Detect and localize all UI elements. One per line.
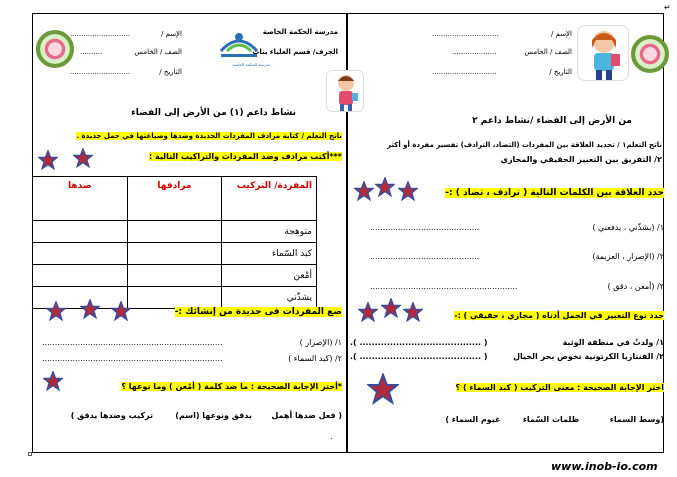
table-cell-synonym[interactable]: [127, 287, 222, 309]
star-icon: [354, 181, 374, 201]
left-date-field: ........................... التاريخ /: [70, 68, 182, 76]
choice-option[interactable]: غيوم السماء ): [445, 415, 501, 424]
right-relation-prompt: حدد العلاقة بين الكلمات التالية ( ترادف ، تضاد ) :-: [445, 188, 664, 198]
left-class-field: .......... الصف / الخامس: [80, 48, 182, 56]
vocab-table: [32, 176, 317, 309]
left-sentence-item[interactable]: ....................................................................... ٢/ (كبد السماء ): [42, 354, 342, 363]
table-row: [33, 243, 317, 265]
choice-option[interactable]: ظلمات السّماء: [522, 415, 580, 424]
school-logo-caption: مدرسة الحكمة الخاصة: [232, 62, 270, 67]
right-relation-item[interactable]: .......................................................... ٣/ (أمعن ، دقق ): [370, 282, 664, 291]
star-icon: [111, 301, 131, 321]
left-activity-title: نشاط داعم (١) من الأرض إلى الفضاء: [131, 108, 296, 118]
paragraph-mark-icon: ↵: [664, 3, 671, 12]
school-seal-logo-right: [631, 35, 669, 73]
table-cell-antonym[interactable]: [33, 243, 128, 265]
table-row: [33, 221, 317, 243]
table-cell-word: يشذّني: [222, 287, 317, 309]
table-cell-synonym[interactable]: [127, 243, 222, 265]
choice-option[interactable]: (وسط السماء: [609, 415, 664, 424]
right-meaning-prompt: اختر الإجابة الصحيحة : معنى التركيب ( كبد السماء ) ؟: [455, 383, 664, 392]
table-cell-synonym[interactable]: [127, 265, 222, 287]
student-illustration-large: [577, 25, 629, 81]
footer-url: www.inob-io.com: [551, 460, 658, 473]
left-choice-prompt: *أختر الإجابة الصحيحة : ما ضد كلمة ( أمْعن ) وما نوعها ؟: [121, 382, 342, 391]
table-header-row: [33, 177, 317, 221]
star-icon: [38, 150, 58, 170]
left-bottom-dot: .: [330, 432, 333, 441]
left-name-field: ........................... الإسم /: [70, 30, 182, 38]
right-date-field: ............................. التاريخ /: [432, 68, 572, 76]
left-table-instruction: ***أكتب مرادف وضد المفردات والتراكيب التالية :: [149, 152, 342, 161]
star-icon: [375, 177, 395, 197]
left-choices-row: [36, 411, 342, 420]
star-icon: [43, 371, 63, 391]
choice-option[interactable]: ( فعل ضدها أهمل: [271, 411, 342, 420]
student-illustration-small: [326, 70, 364, 112]
table-cell-synonym[interactable]: [127, 221, 222, 243]
right-learning-outcome: ناتج التعلم١ / تحديد العلاقة بين المفردات (التضاد، الترادف) تفسير مفردة أو أكثر: [387, 141, 662, 149]
left-learning-outcome: ناتج التعلم / كتابة مرادف المفردات الجديدة وضدها وصياغتها في جمل جديدة .: [76, 132, 342, 140]
right-class-field: .................... الصف / الخامس: [452, 48, 572, 56]
left-sentence-item[interactable]: ....................................................................... ١/ (الإصرار ): [42, 338, 342, 347]
table-cell-word: أمْعن: [222, 265, 317, 287]
star-icon: [80, 299, 100, 319]
table-header-antonym: ضدها: [33, 177, 128, 221]
star-icon: [367, 373, 399, 405]
table-cell-antonym[interactable]: [33, 265, 128, 287]
right-meaning-choices: [410, 415, 664, 424]
choice-option[interactable]: تركيب وضدها يدقق ): [70, 411, 154, 420]
right-name-field: .............................. الإسم /: [432, 30, 572, 38]
department-label: الجرف/ قسم العلياء بنات: [252, 48, 338, 56]
star-icon: [358, 302, 378, 322]
right-relation-item[interactable]: ........................................... ١/ (يشذّني ، يدفعني ): [370, 223, 664, 232]
school-seal-logo-left: [36, 30, 74, 68]
right-learning-outcome-2: ٢/ التفريق بين التعبير الحقيقي والمجازي: [500, 155, 662, 164]
star-icon: [46, 301, 66, 321]
school-name: مدرسة الحكمة الخاصة: [262, 28, 338, 36]
corner-handle: [28, 452, 32, 456]
table-cell-word: كبد السّماء: [222, 243, 317, 265]
choice-option[interactable]: يدقق ونوعها (اسم): [175, 411, 252, 420]
star-icon: [381, 298, 401, 318]
star-icon: [73, 148, 93, 168]
table-row: [33, 265, 317, 287]
right-activity-title: من الأرض إلى الفضاء /نشاط داعم ٢: [472, 116, 632, 126]
right-expression-prompt: حدد نوع التعبير في الجمل أدناه ( مجازي ، حقيقي ) :-: [454, 311, 664, 320]
left-sentence-prompt: ضع المفردات فى جديدة من إنشائك :-: [174, 307, 342, 317]
table-header-word: المفردة/ التركيب: [222, 177, 317, 221]
right-expression-item[interactable]: ( ........................................ ). ٢/ الفنتازيا الكرتونية تخوض بحر الخيال: [350, 352, 664, 361]
table-header-synonym: مرادفها: [127, 177, 222, 221]
right-relation-item[interactable]: ........................................... ٢/ (الإصرار ، العزيمة): [370, 252, 664, 261]
star-icon: [403, 302, 423, 322]
table-cell-antonym[interactable]: [33, 221, 128, 243]
table-row: [33, 287, 317, 309]
right-expression-item[interactable]: ( ........................................ ). ١/ ولدتُ في منطقة الوثبة: [350, 338, 664, 347]
table-cell-word: متوهجة: [222, 221, 317, 243]
star-icon: [398, 181, 418, 201]
